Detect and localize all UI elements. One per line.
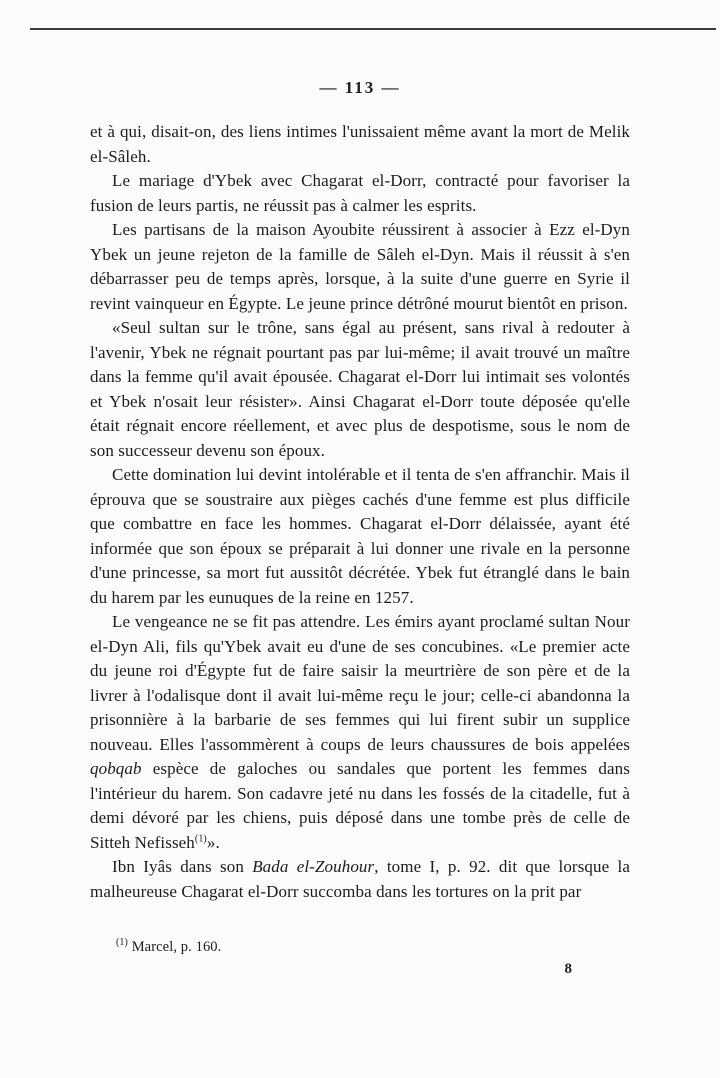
paragraph — [90, 120, 630, 169]
text-run: espèce de galoches ou sandales que portent les femmes dans l'intérieur du harem. Son cadavre jeté nu dans les fossés de la citadelle, fut à demi dévoré par les chiens, puis déposé dans une tombe près de celle de Sitteh Nefisseh — [90, 759, 630, 852]
text-run: Marcel, p. 160. — [127, 939, 222, 955]
paragraph — [90, 169, 630, 218]
text-run: et à qui, disait-on, des liens intimes l'unissaient même avant la mort de Melik el-Sâleh. — [90, 122, 630, 166]
footnote — [116, 938, 630, 956]
paragraph — [90, 218, 630, 316]
text-run: Le mariage d'Ybek avec Chagarat el-Dorr, contracté pour favoriser la fusion de leurs partis, ne réussit pas à calmer les esprits. — [90, 171, 630, 215]
text-run: , tome I, p. 92. dit que lorsque la malheureuse Chagarat el-Dorr succomba dans les tortures on la prit par — [90, 857, 630, 901]
paragraph — [90, 316, 630, 463]
text-run: ». — [206, 832, 220, 852]
footnote-marker: (1) — [194, 832, 207, 844]
scan-artifact-line — [30, 28, 716, 30]
text-run: Les partisans de la maison Ayoubite réussirent à associer à Ezz el-Dyn Ybek un jeune rejeton de la famille de Sâleh el-Dyn. Mais il réussit à s'en débarrasser peu de temps après, lorsque, à la suite d'une guerre en Syrie il revint vainqueur en Égypte. Le jeune prince détrôné mourut bientôt en prison. — [90, 220, 630, 313]
italic-text: qobqab — [90, 759, 142, 778]
text-run: Ibn Iyâs dans son — [112, 857, 253, 876]
text-run: Cette domination lui devint intolérable et il tenta de s'en affranchir. Mais il éprouva que se soustraire aux pièges cachés d'une femme est plus difficile que combattre en face les hommes. Chagarat el-Dorr délaissée, ayant été informée que son époux se préparait à lui donner une rivale en la personne d'une princesse, sa mort fut aussitôt décrétée. Ybek fut étranglé dans le bain du harem par les eunuques de la reine en 1257. — [90, 465, 630, 607]
paragraph — [90, 463, 630, 610]
text-run: Le vengeance ne se fit pas attendre. Les émirs ayant proclamé sultan Nour el-Dyn Ali, fils qu'Ybek avait eu d'une de ses concubines. «Le premier acte du jeune roi d'Égypte fut de faire saisir la meurtrière de son père et de la livrer à l'odalisque dont il avait lui-même reçu le jour; celle-ci abandonna la prisonnière à la barbarie de ses femmes qui lui firent subir un supplice nouveau. Elles l'assommèrent à coups de leurs chaussures de bois appelées — [90, 612, 630, 754]
text-run: «Seul sultan sur le trône, sans égal au présent, sans rival à redouter à l'avenir, Ybek ne régnait pourtant pas par lui-même; il avait trouvé un maître dans la femme qu'il avait épousée. Chagarat el-Dorr lui intimait ses volontés et Ybek n'osait leur résister». Ainsi Chagarat el-Dorr toute déposée qu'elle était régnait encore réellement, et avec plus de despotisme, sous le nom de son successeur devenu son époux. — [90, 318, 630, 460]
italic-text: Bada el-Zouhour — [252, 857, 375, 876]
page-number: — 113 — — [319, 78, 401, 97]
page-content — [90, 78, 630, 956]
signature-mark: 8 — [564, 961, 572, 977]
footnote-marker: (1) — [116, 937, 128, 949]
paragraph — [90, 855, 630, 904]
paragraph — [90, 610, 630, 855]
body-text — [90, 120, 630, 904]
